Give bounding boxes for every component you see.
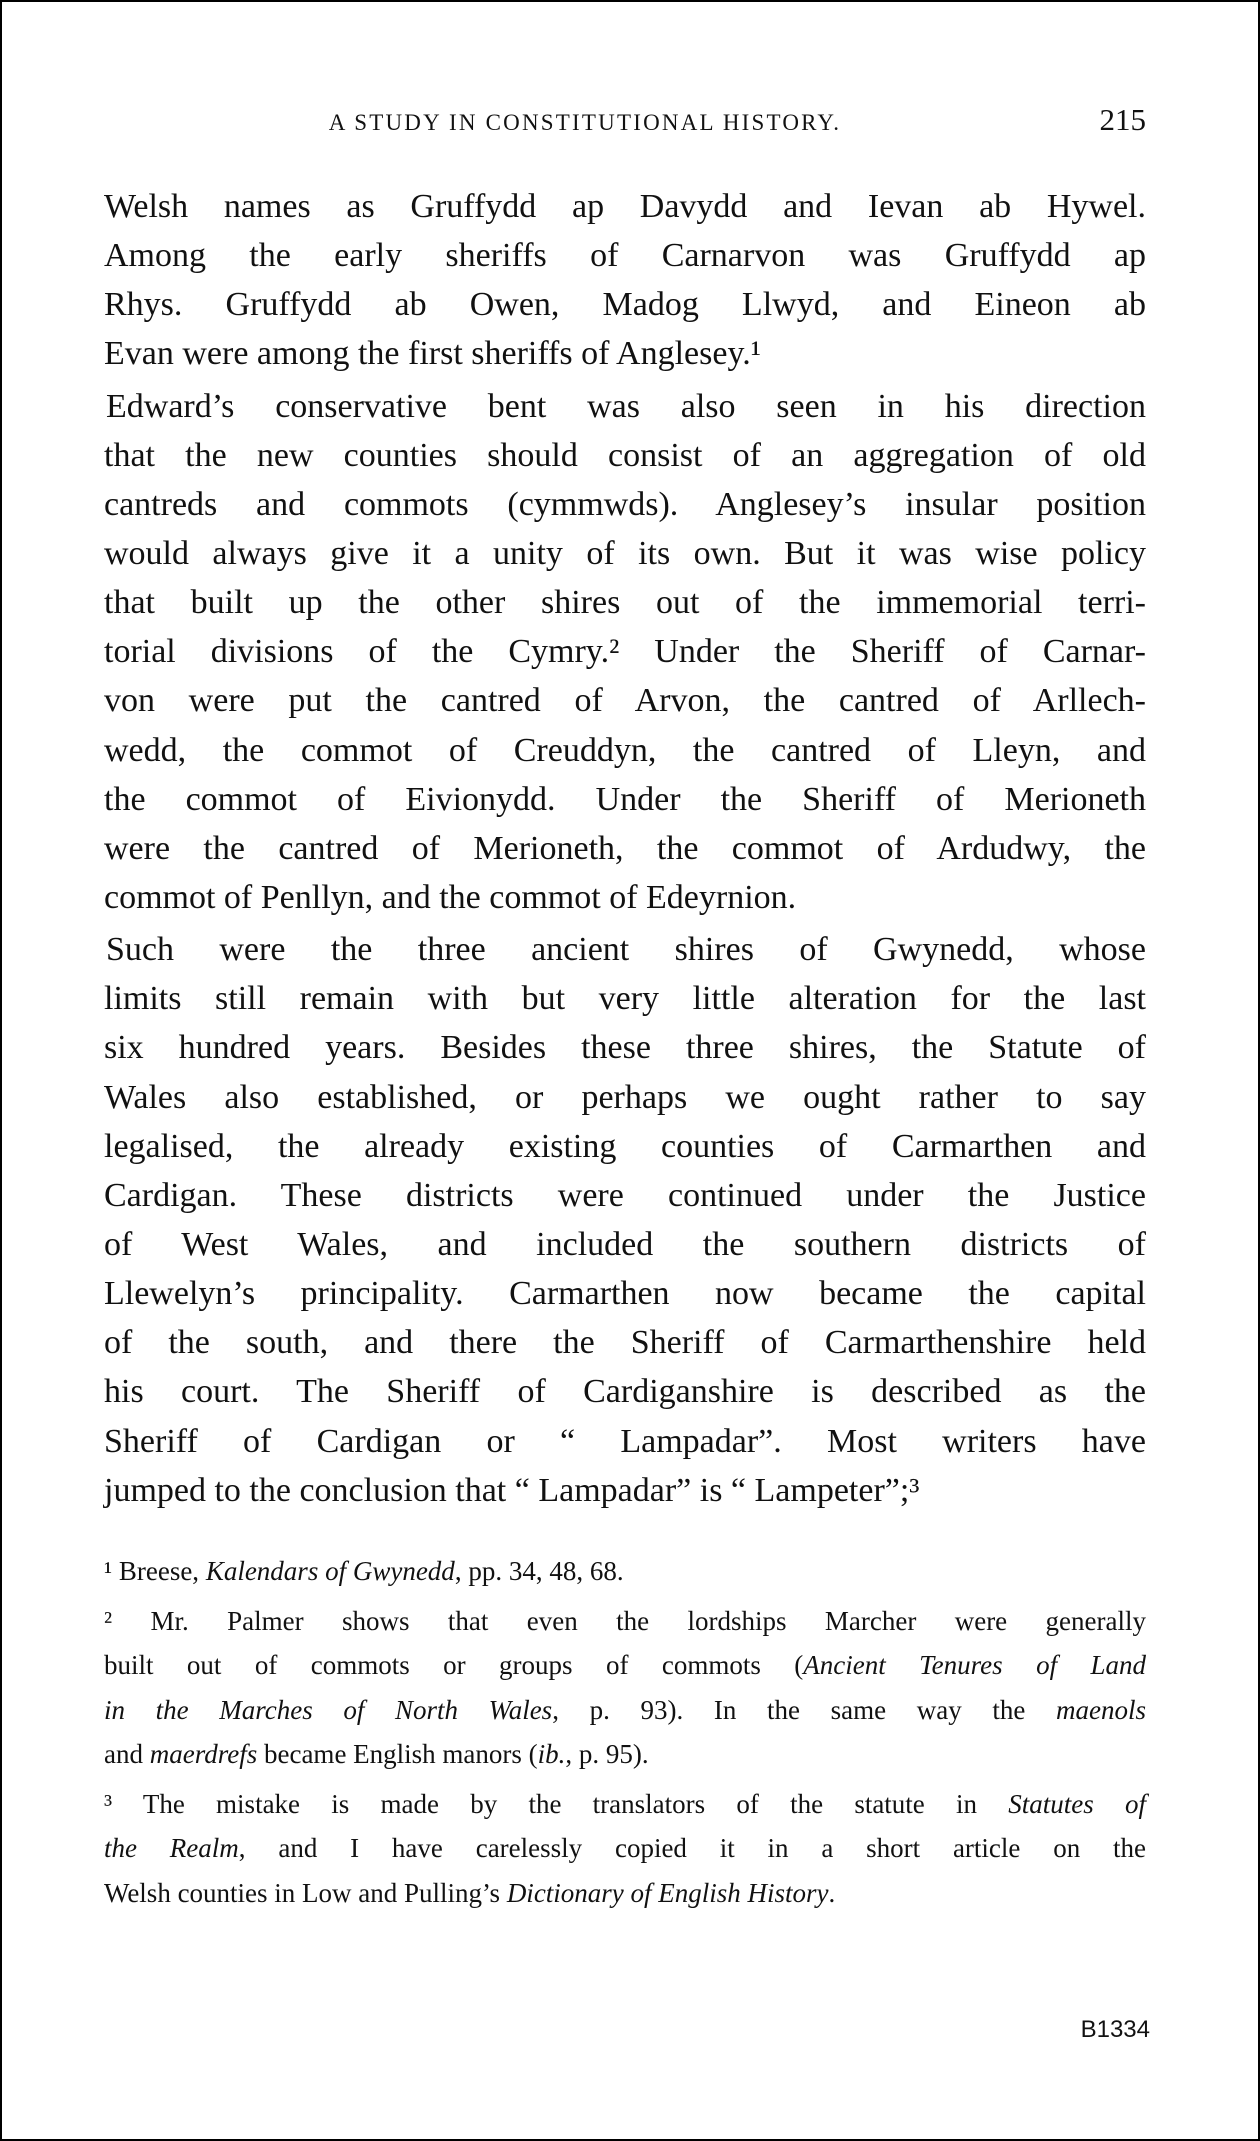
text-segment: ³ The mistake is made by the translators of the statute in bbox=[104, 1788, 1009, 1819]
text-line: Wales also established, or perhaps we ought rather to say bbox=[104, 1078, 1146, 1116]
text-line: the commot of Eivionydd. Under the Sheriff of Merioneth bbox=[104, 780, 1146, 818]
text-segment: . bbox=[828, 1877, 836, 1908]
catalog-stamp: B1334 bbox=[1080, 2016, 1150, 2043]
italic-text: ib. bbox=[537, 1739, 566, 1769]
text-line: Sheriff of Cardigan or “ Lampadar”. Most writers have bbox=[104, 1422, 1146, 1460]
text-segment: became English manors ( bbox=[257, 1739, 538, 1769]
text-line: were the cantred of Merioneth, the commot of Ardudwy, the bbox=[104, 829, 1146, 867]
page-number: 215 bbox=[1099, 102, 1146, 137]
footnote bbox=[104, 1599, 1146, 1777]
text-line: wedd, the commot of Creuddyn, the cantred of Lleyn, and bbox=[104, 731, 1146, 769]
footnote bbox=[104, 1782, 1146, 1916]
text-line: of West Wales, and included the southern districts of bbox=[104, 1225, 1146, 1263]
footnote-line bbox=[104, 1871, 1146, 1916]
italic-text: Dictionary of English History bbox=[506, 1877, 829, 1908]
footnote-line bbox=[104, 1599, 1146, 1644]
italic-text: the Realm bbox=[104, 1833, 239, 1863]
text-segment: , and I have carelessly copied it in a short article on the bbox=[238, 1833, 1147, 1863]
text-line: that built up the other shires out of the immemorial terri- bbox=[104, 584, 1146, 622]
text-line: Welsh names as Gruffydd ap Davydd and Ievan ab Hywel. bbox=[104, 188, 1146, 225]
body-text bbox=[104, 182, 1146, 1515]
text-line: cantreds and commots (cymmwds). Anglesey’s insular position bbox=[104, 485, 1146, 523]
text-segment: ¹ Breese, bbox=[104, 1556, 206, 1586]
paragraph bbox=[104, 382, 1146, 923]
footnote-line bbox=[104, 1688, 1146, 1733]
text-line: Rhys. Gruffydd ab Owen, Madog Llwyd, and Eineon ab bbox=[104, 286, 1146, 324]
text-segment: , pp. 34, 48, 68. bbox=[454, 1556, 624, 1586]
italic-text: maerdrefs bbox=[149, 1739, 258, 1769]
text-segment: , p. 93). In the same way the bbox=[552, 1694, 1056, 1725]
footnote-line bbox=[104, 1826, 1146, 1871]
text-line: would always give it a unity of its own. But it was wise policy bbox=[104, 534, 1146, 572]
italic-text: Kalendars of Gwynedd bbox=[205, 1556, 455, 1586]
text-line: torial divisions of the Cymry.² Under the Sheriff of Carnar- bbox=[104, 633, 1146, 671]
text-segment: ² Mr. Palmer shows that even the lordships Marcher were generally bbox=[104, 1605, 1146, 1636]
text-line: six hundred years. Besides these three shires, the Statute of bbox=[104, 1029, 1146, 1067]
text-line: Among the early sheriffs of Carnarvon was Gruffydd ap bbox=[104, 237, 1146, 275]
text-line: legalised, the already existing counties of Carmarthen and bbox=[104, 1127, 1146, 1165]
paragraph bbox=[104, 182, 1146, 379]
text-line: Cardigan. These districts were continued under the Justice bbox=[104, 1176, 1146, 1214]
footnote bbox=[104, 1549, 1146, 1594]
running-title: A STUDY IN CONSTITUTIONAL HISTORY. bbox=[328, 110, 842, 135]
text-line: his court. The Sheriff of Cardiganshire is described as the bbox=[104, 1373, 1146, 1411]
page-header bbox=[104, 102, 1146, 142]
footnotes bbox=[104, 1549, 1146, 1915]
footnote-line bbox=[104, 1549, 1146, 1594]
text-segment: , p. 95). bbox=[565, 1739, 649, 1769]
text-segment: built out of commots or groups of commots ( bbox=[104, 1650, 804, 1680]
text-line: von were put the cantred of Arvon, the cantred of Arllech- bbox=[104, 682, 1146, 720]
text-line: jumped to the conclusion that “ Lampadar” is “ Lampeter”;³ bbox=[104, 1471, 920, 1509]
text-line: Edward’s conservative bent was also seen in his direction bbox=[106, 387, 1146, 425]
footnote-line bbox=[104, 1732, 1146, 1777]
text-line: Such were the three ancient shires of Gwynedd, whose bbox=[106, 931, 1146, 969]
paragraph bbox=[104, 925, 1146, 1515]
text-line: Evan were among the first sheriffs of Anglesey.¹ bbox=[104, 335, 761, 373]
text-line: of the south, and there the Sheriff of Carmarthenshire held bbox=[104, 1324, 1146, 1362]
text-segment: and bbox=[104, 1739, 150, 1769]
italic-text: maenols bbox=[1056, 1694, 1146, 1725]
text-line: commot of Penllyn, and the commot of Edeyrnion. bbox=[104, 878, 797, 916]
text-segment: Welsh counties in Low and Pulling’s bbox=[104, 1877, 507, 1908]
text-line: that the new counties should consist of an aggregation of old bbox=[104, 436, 1146, 474]
footnote-line bbox=[104, 1782, 1146, 1827]
text-line: Llewelyn’s principality. Carmarthen now became the capital bbox=[104, 1275, 1146, 1313]
footnote-line bbox=[104, 1643, 1146, 1688]
italic-text: Ancient Tenures of Land bbox=[803, 1650, 1147, 1680]
text-line: limits still remain with but very little alteration for the last bbox=[104, 980, 1146, 1018]
italic-text: Statutes of bbox=[1008, 1788, 1146, 1819]
italic-text: in the Marches of North Wales bbox=[104, 1694, 553, 1725]
